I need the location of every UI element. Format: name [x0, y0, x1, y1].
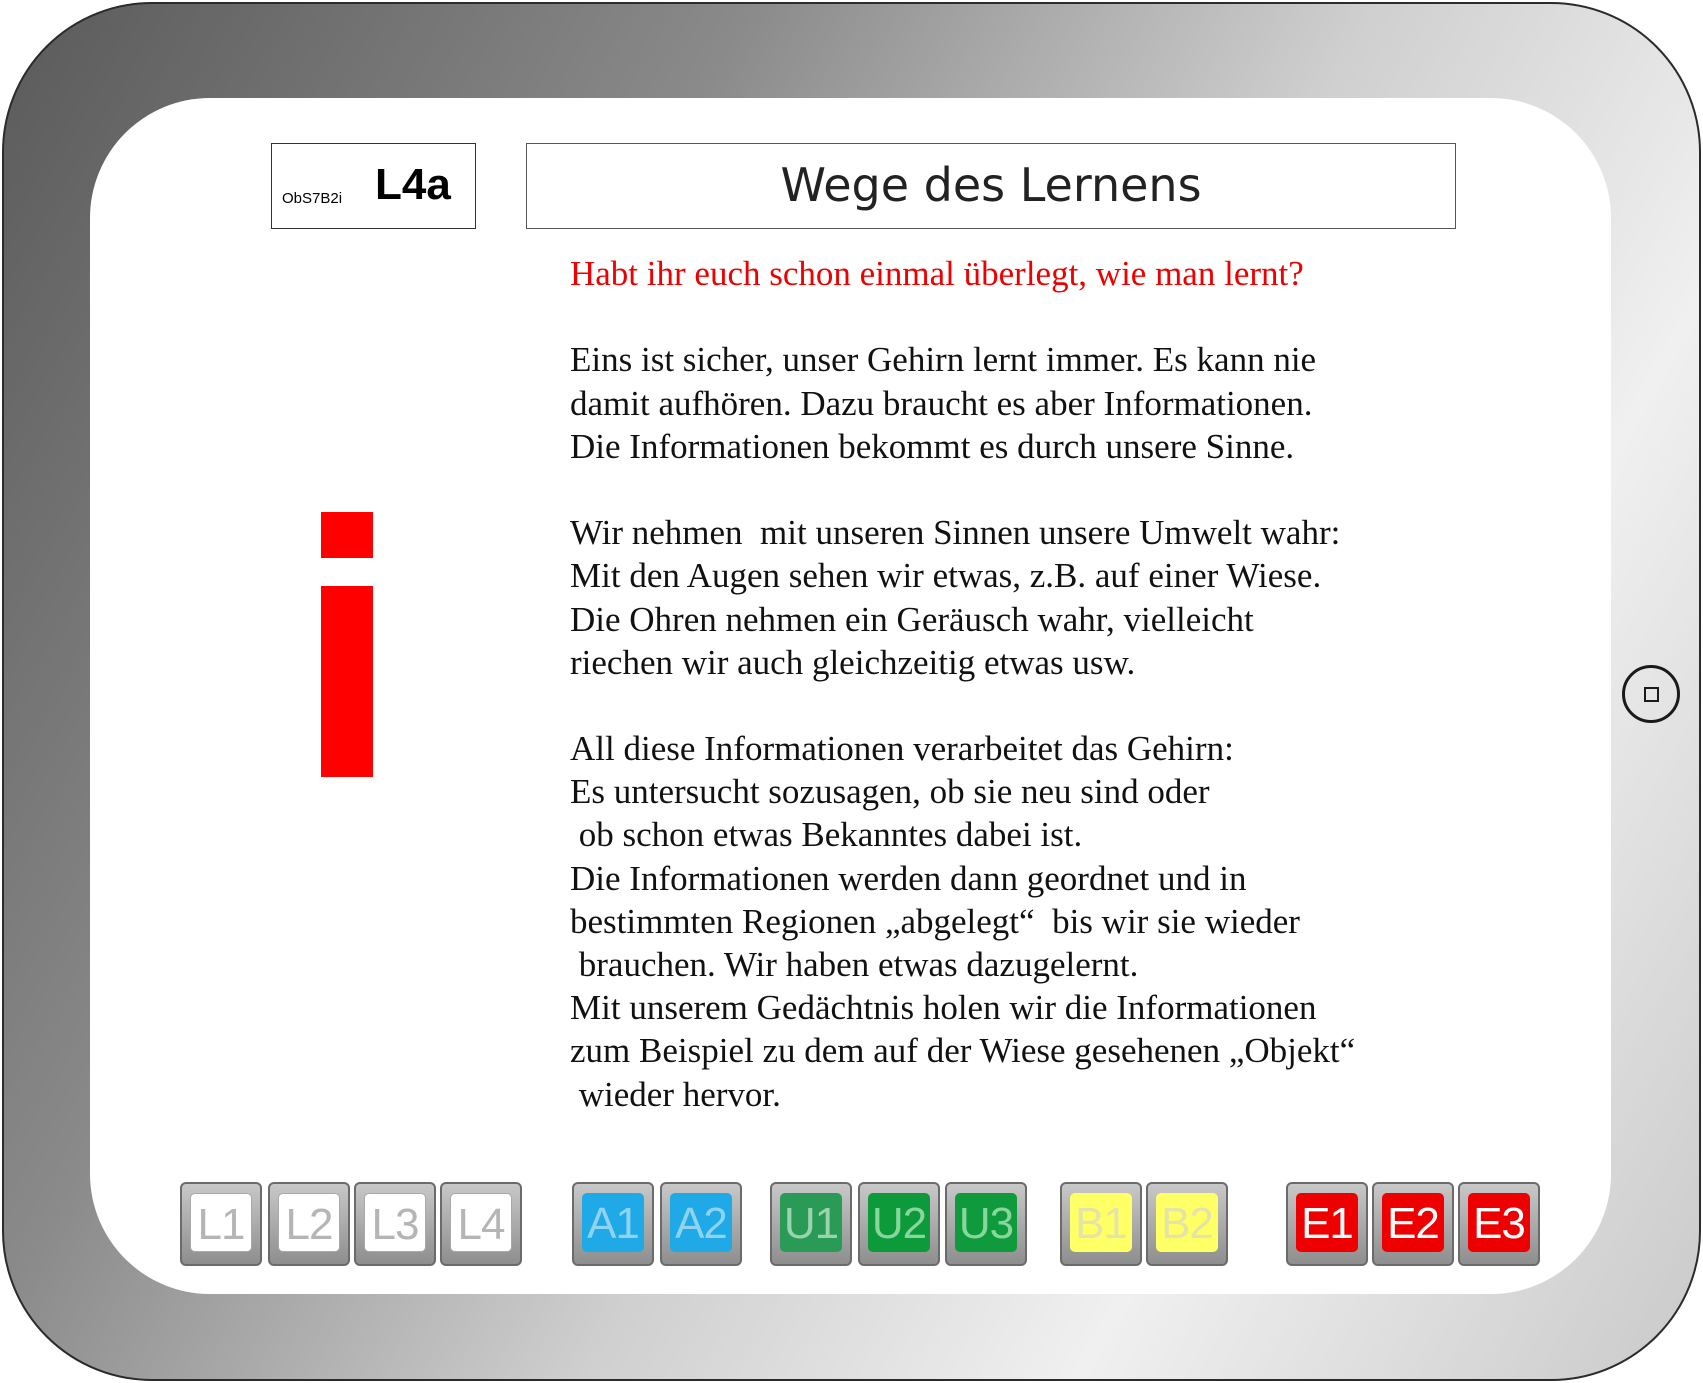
nav-label-b1: B1 [1070, 1193, 1132, 1252]
nav-button-b2[interactable] [1146, 1182, 1228, 1266]
nav-button-l4[interactable] [440, 1182, 522, 1266]
title-box [526, 143, 1456, 229]
p3-line-2: Es untersucht sozusagen, ob sie neu sind oder [570, 772, 1210, 812]
nav-label-e2: E2 [1382, 1193, 1444, 1252]
p3-line-8: zum Beispiel zu dem auf der Wiese gesehenen „Objekt“ [570, 1031, 1356, 1071]
nav-button-e1[interactable] [1286, 1182, 1368, 1266]
info-icon [321, 512, 373, 558]
home-button[interactable] [1622, 665, 1680, 723]
nav-button-u1[interactable] [770, 1182, 852, 1266]
nav-label-l1: L1 [190, 1193, 252, 1252]
p2-line-2: Mit den Augen sehen wir etwas, z.B. auf einer Wiese. [570, 556, 1322, 596]
p1-line-2: damit aufhören. Dazu braucht es aber Informationen. [570, 383, 1313, 423]
lesson-code-big: L4a [375, 160, 451, 209]
p3-line-6: brauchen. Wir haben etwas dazugelernt. [570, 945, 1139, 984]
nav-label-l2: L2 [278, 1193, 340, 1252]
p3-line-4: Die Informationen werden dann geordnet und in [570, 858, 1247, 898]
nav-button-u3[interactable] [945, 1182, 1027, 1266]
nav-label-e3: E3 [1468, 1193, 1530, 1252]
lesson-code-small: ObS7B2i [282, 190, 343, 207]
p2-line-3: Die Ohren nehmen ein Geräusch wahr, vielleicht [570, 599, 1254, 639]
p1-line-3: Die Informationen bekommt es durch unsere Sinne. [570, 426, 1295, 466]
question-text: Habt ihr euch schon einmal überlegt, wie man lernt? [570, 254, 1304, 293]
nav-button-l3[interactable] [354, 1182, 436, 1266]
p3-line-7: Mit unserem Gedächtnis holen wir die Informationen [570, 988, 1317, 1028]
nav-button-l1[interactable] [180, 1182, 262, 1266]
nav-button-e2[interactable] [1372, 1182, 1454, 1266]
nav-button-a2[interactable] [660, 1182, 742, 1266]
nav-label-u1: U1 [780, 1193, 842, 1252]
info-icon-stem [321, 586, 373, 777]
nav-button-a1[interactable] [572, 1182, 654, 1266]
p3-line-3: ob schon etwas Bekanntes dabei ist. [570, 815, 1083, 855]
p1-line-1: Eins ist sicher, unser Gehirn lernt immer. Es kann nie [570, 340, 1317, 380]
nav-button-l2[interactable] [268, 1182, 350, 1266]
content-text [570, 252, 1470, 1116]
nav-label-a2: A2 [670, 1193, 732, 1252]
p3-line-5: bestimmten Regionen „abgelegt“ bis wir sie wieder [570, 901, 1300, 941]
page-title: Wege des Lernens [780, 158, 1202, 212]
nav-label-a1: A1 [582, 1193, 644, 1252]
p3-line-9: wieder hervor. [570, 1074, 781, 1114]
nav-button-u2[interactable] [858, 1182, 940, 1266]
nav-label-l4: L4 [450, 1193, 512, 1252]
lesson-code-box [271, 143, 476, 229]
nav-label-u2: U2 [868, 1193, 930, 1252]
nav-label-l3: L3 [364, 1193, 426, 1252]
p2-line-1: Wir nehmen mit unseren Sinnen unsere Umwelt wahr: [570, 513, 1341, 553]
nav-label-u3: U3 [955, 1193, 1017, 1252]
p3-line-1: All diese Informationen verarbeitet das Gehirn: [570, 729, 1234, 769]
home-square-icon [1644, 687, 1659, 702]
nav-button-b1[interactable] [1060, 1182, 1142, 1266]
nav-button-e3[interactable] [1458, 1182, 1540, 1266]
p2-line-4: riechen wir auch gleichzeitig etwas usw. [570, 642, 1136, 682]
nav-label-e1: E1 [1296, 1193, 1358, 1252]
nav-label-b2: B2 [1156, 1193, 1218, 1252]
